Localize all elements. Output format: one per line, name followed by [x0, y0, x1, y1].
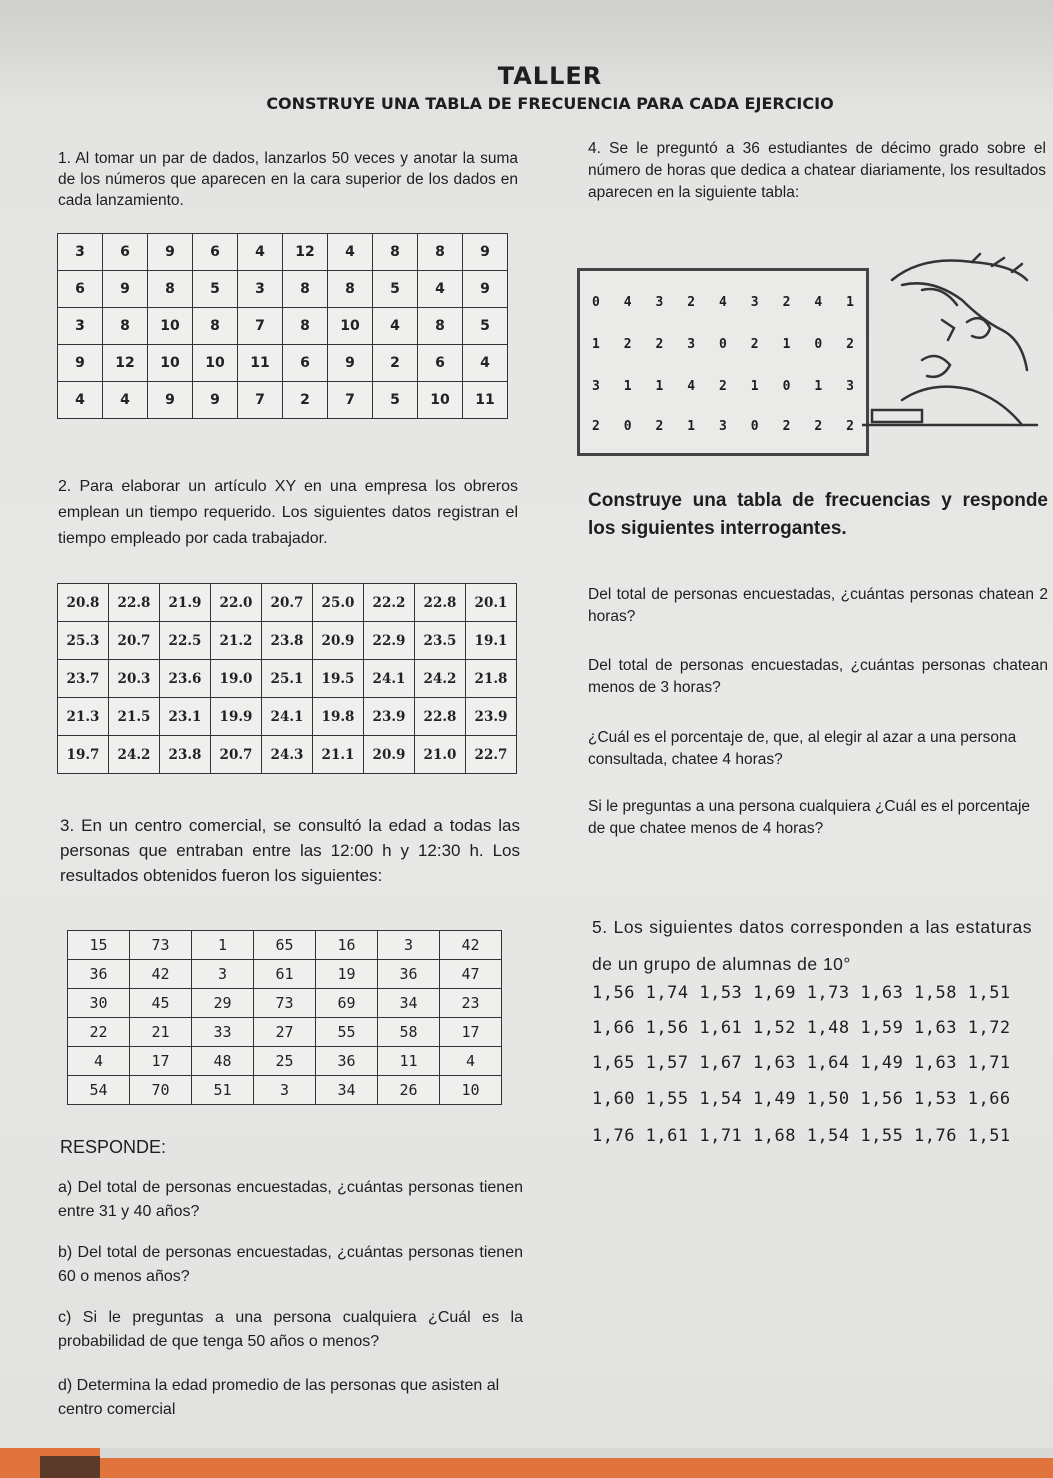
table-cell: 8: [103, 308, 148, 345]
board-value: 2: [687, 295, 696, 310]
table-cell: 8: [418, 308, 463, 345]
table-cell: 8: [373, 234, 418, 271]
table-cell: 5: [463, 308, 508, 345]
table-cell: 23.7: [58, 660, 109, 698]
table-cell: 4: [238, 234, 283, 271]
exercise-3-table: [67, 930, 502, 1105]
table-cell: 65: [254, 931, 316, 960]
exercise-5-text: 5. Los siguientes datos corresponden a las estaturas de un grupo de alumnas de 10°: [592, 917, 1032, 974]
table-cell: 8: [148, 271, 193, 308]
table-cell: 20.8: [58, 584, 109, 622]
board-value: 2: [623, 337, 632, 352]
table-cell: 1: [192, 931, 254, 960]
exercise-3-text: 3. En un centro comercial, se consultó la edad a todas las personas que entraban entre las 12:00 h y 12:30 h. Los resultados obtenidos fueron los siguientes:: [60, 816, 520, 885]
table-row: [58, 660, 517, 698]
table-cell: 8: [283, 271, 328, 308]
table-cell: 54: [68, 1076, 130, 1105]
table-cell: 6: [58, 271, 103, 308]
table-row: [58, 234, 508, 271]
table-cell: 4: [68, 1047, 130, 1076]
table-cell: 19.0: [211, 660, 262, 698]
table-cell: 19.8: [313, 698, 364, 736]
board-value: 3: [719, 419, 727, 434]
table-cell: 15: [68, 931, 130, 960]
table-cell: 21: [130, 1018, 192, 1047]
board-value: 2: [719, 379, 727, 394]
table-cell: 12: [103, 345, 148, 382]
table-row: [68, 989, 502, 1018]
board-value: 1: [750, 379, 759, 394]
table-cell: 6: [418, 345, 463, 382]
table-cell: 8: [418, 234, 463, 271]
table-cell: 5: [373, 271, 418, 308]
table-cell: 7: [238, 308, 283, 345]
table-cell: 11: [463, 382, 508, 419]
table-cell: 34: [316, 1076, 378, 1105]
exercise-2-table: [57, 583, 517, 774]
board-value: 1: [655, 379, 664, 394]
board-value: 2: [655, 419, 664, 434]
table-cell: 21.3: [58, 698, 109, 736]
table-cell: 23.9: [466, 698, 517, 736]
table-cell: 7: [328, 382, 373, 419]
board-row: [580, 419, 866, 434]
board-value: 0: [782, 379, 791, 394]
table-cell: 5: [193, 271, 238, 308]
exercise-4-question-4: Si le preguntas a una persona cualquiera ¿Cuál es el porcentaje de que chatee menos de 4 horas?: [588, 798, 1031, 837]
board-value: 1: [846, 295, 854, 310]
table-cell: 21.8: [466, 660, 517, 698]
table-cell: 22.9: [364, 622, 415, 660]
heights-row: 1,60 1,55 1,54 1,49 1,50 1,56 1,53 1,66: [592, 1089, 1011, 1109]
table-cell: 25.3: [58, 622, 109, 660]
board-value: 3: [750, 295, 759, 310]
floor-shadow: [100, 1448, 1053, 1458]
question-d: d) Determina la edad promedio de las personas que asisten al centro comercial: [58, 1377, 500, 1418]
table-cell: 22: [68, 1018, 130, 1047]
table-cell: 20.7: [262, 584, 313, 622]
table-cell: 4: [58, 382, 103, 419]
table-cell: 23.1: [160, 698, 211, 736]
table-cell: 3: [58, 308, 103, 345]
table-cell: 4: [440, 1047, 502, 1076]
table-cell: 8: [193, 308, 238, 345]
table-cell: 27: [254, 1018, 316, 1047]
board-value: 2: [591, 419, 600, 434]
board-row: [580, 295, 866, 310]
board-value: 2: [814, 419, 823, 434]
table-cell: 29: [192, 989, 254, 1018]
table-cell: 24.2: [415, 660, 466, 698]
responde-heading: RESPONDE:: [60, 1137, 167, 1157]
table-cell: 22.8: [109, 584, 160, 622]
board-value: 4: [687, 379, 696, 394]
table-cell: 3: [192, 960, 254, 989]
board-value: 0: [750, 419, 759, 434]
table-cell: 23.6: [160, 660, 211, 698]
table-cell: 19.1: [466, 622, 517, 660]
table-row: [58, 382, 508, 419]
board-value: 3: [687, 337, 696, 352]
table-cell: 10: [148, 345, 193, 382]
question-a: a) Del total de personas encuestadas, ¿cuántas personas tienen entre 31 y 40 años?: [58, 1179, 523, 1220]
bottom-edge: [0, 1448, 1053, 1478]
table-cell: 20.7: [109, 622, 160, 660]
table-cell: 26: [378, 1076, 440, 1105]
table-cell: 3: [254, 1076, 316, 1105]
exercise-4-question-2: Del total de personas encuestadas, ¿cuántas personas chatean menos de 3 horas?: [588, 657, 1048, 696]
board-value: 2: [782, 419, 791, 434]
table-cell: 4: [103, 382, 148, 419]
table-cell: 22.2: [364, 584, 415, 622]
table-cell: 21.1: [313, 736, 364, 774]
table-row: [68, 1018, 502, 1047]
board-value: 1: [687, 419, 696, 434]
board-value: 4: [719, 295, 727, 310]
question-b: b) Del total de personas encuestadas, ¿cuántas personas tienen 60 o menos años?: [58, 1244, 523, 1285]
table-cell: 4: [463, 345, 508, 382]
board-value: 1: [623, 379, 632, 394]
table-cell: 36: [68, 960, 130, 989]
table-row: [58, 308, 508, 345]
table-cell: 9: [463, 234, 508, 271]
heights-row: 1,65 1,57 1,67 1,63 1,64 1,49 1,63 1,71: [592, 1053, 1011, 1073]
chat-hours-board: [577, 268, 869, 456]
board-value: 1: [814, 379, 823, 394]
table-cell: 22.5: [160, 622, 211, 660]
table-cell: 70: [130, 1076, 192, 1105]
board-value: 0: [623, 419, 632, 434]
table-cell: 48: [192, 1047, 254, 1076]
board-row: [580, 337, 866, 352]
board-value: 0: [719, 337, 727, 352]
table-cell: 9: [463, 271, 508, 308]
question-c: c) Si le preguntas a una persona cualquiera ¿Cuál es la probabilidad de que tenga 50 años o menos?: [58, 1309, 523, 1350]
table-cell: 9: [148, 234, 193, 271]
table-cell: 22.8: [415, 584, 466, 622]
board-value: 2: [846, 419, 854, 434]
table-cell: 21.2: [211, 622, 262, 660]
exercise-4-instruction: Construye una tabla de frecuencias y responde los siguientes interrogantes.: [588, 490, 1048, 539]
page-subtitle: CONSTRUYE UNA TABLA DE FRECUENCIA PARA CADA EJERCICIO: [266, 94, 834, 113]
table-cell: 9: [58, 345, 103, 382]
table-cell: 33: [192, 1018, 254, 1047]
table-cell: 10: [328, 308, 373, 345]
dark-object: [40, 1456, 100, 1478]
table-cell: 25.1: [262, 660, 313, 698]
table-cell: 30: [68, 989, 130, 1018]
table-cell: 4: [328, 234, 373, 271]
board-value: 2: [846, 337, 854, 352]
table-cell: 4: [418, 271, 463, 308]
table-cell: 36: [316, 1047, 378, 1076]
table-cell: 20.7: [211, 736, 262, 774]
table-cell: 6: [103, 234, 148, 271]
board-value: 1: [782, 337, 791, 352]
table-cell: 19.5: [313, 660, 364, 698]
board-value: 3: [846, 379, 854, 394]
table-row: [58, 345, 508, 382]
table-cell: 2: [283, 382, 328, 419]
table-cell: 7: [238, 382, 283, 419]
board-value: 1: [591, 337, 600, 352]
board-value: 3: [591, 379, 600, 394]
table-cell: 11: [378, 1047, 440, 1076]
exercise-2-text: 2. Para elaborar un artículo XY en una empresa los obreros emplean un tiempo requerido. Los siguientes datos registran el tiempo empleado por cada trabajador.: [58, 478, 518, 547]
table-cell: 9: [103, 271, 148, 308]
table-row: [58, 736, 517, 774]
heights-row: 1,66 1,56 1,61 1,52 1,48 1,59 1,63 1,72: [592, 1018, 1011, 1038]
table-cell: 24.2: [109, 736, 160, 774]
table-cell: 12: [283, 234, 328, 271]
exercise-4-text: 4. Se le preguntó a 36 estudiantes de décimo grado sobre el número de horas que dedica a chatear diariamente, los resultados aparecen en la siguiente tabla:: [588, 140, 1046, 201]
table-cell: 21.9: [160, 584, 211, 622]
table-cell: 22.7: [466, 736, 517, 774]
exercise-4-question-3: ¿Cuál es el porcentaje de, que, al elegir al azar a una persona consultada, chatee 4 horas?: [588, 729, 1017, 768]
heights-row: 1,56 1,74 1,53 1,69 1,73 1,63 1,58 1,51: [592, 983, 1011, 1003]
table-cell: 19: [316, 960, 378, 989]
table-cell: 45: [130, 989, 192, 1018]
table-row: [68, 960, 502, 989]
table-cell: 73: [254, 989, 316, 1018]
table-cell: 24.3: [262, 736, 313, 774]
table-cell: 8: [283, 308, 328, 345]
table-cell: 23.5: [415, 622, 466, 660]
exercise-1-table: [57, 233, 508, 419]
table-cell: 10: [148, 308, 193, 345]
table-cell: 24.1: [364, 660, 415, 698]
table-row: [68, 1047, 502, 1076]
table-cell: 69: [316, 989, 378, 1018]
table-cell: 25: [254, 1047, 316, 1076]
table-cell: 23.8: [160, 736, 211, 774]
table-cell: 24.1: [262, 698, 313, 736]
exercise-1-text: 1. Al tomar un par de dados, lanzarlos 50 veces y anotar la suma de los números que aparecen en la cara superior de los dados en cada lanzamiento.: [58, 150, 518, 209]
board-value: 0: [814, 337, 823, 352]
table-cell: 20.9: [313, 622, 364, 660]
table-cell: 22.8: [415, 698, 466, 736]
table-cell: 10: [193, 345, 238, 382]
table-cell: 6: [193, 234, 238, 271]
board-value: 2: [655, 337, 664, 352]
exercise-4-question-1: Del total de personas encuestadas, ¿cuántas personas chatean 2 horas?: [588, 586, 1048, 625]
table-cell: 9: [148, 382, 193, 419]
table-cell: 3: [238, 271, 283, 308]
table-cell: 17: [130, 1047, 192, 1076]
table-cell: 9: [193, 382, 238, 419]
heights-row: 1,76 1,61 1,71 1,68 1,54 1,55 1,76 1,51: [592, 1126, 1011, 1146]
table-cell: 23.8: [262, 622, 313, 660]
table-cell: 73: [130, 931, 192, 960]
table-cell: 17: [440, 1018, 502, 1047]
table-cell: 20.1: [466, 584, 517, 622]
table-cell: 36: [378, 960, 440, 989]
board-value: 2: [750, 337, 759, 352]
table-row: [68, 1076, 502, 1105]
table-cell: 47: [440, 960, 502, 989]
table-cell: 6: [283, 345, 328, 382]
table-cell: 23.9: [364, 698, 415, 736]
table-row: [58, 698, 517, 736]
table-cell: 34: [378, 989, 440, 1018]
table-cell: 25.0: [313, 584, 364, 622]
table-cell: 10: [440, 1076, 502, 1105]
page-title: TALLER: [497, 62, 603, 90]
table-cell: 2: [373, 345, 418, 382]
table-cell: 3: [378, 931, 440, 960]
table-cell: 58: [378, 1018, 440, 1047]
board-value: 0: [591, 295, 600, 310]
board-row: [580, 379, 866, 394]
board-value: 2: [782, 295, 791, 310]
table-cell: 19.9: [211, 698, 262, 736]
table-cell: 11: [238, 345, 283, 382]
table-cell: 5: [373, 382, 418, 419]
table-cell: 21.5: [109, 698, 160, 736]
student-illustration: [862, 250, 1042, 455]
table-row: [58, 584, 517, 622]
table-cell: 16: [316, 931, 378, 960]
board-value: 4: [814, 295, 823, 310]
table-cell: 10: [418, 382, 463, 419]
table-cell: 20.9: [364, 736, 415, 774]
table-cell: 42: [130, 960, 192, 989]
table-cell: 8: [328, 271, 373, 308]
table-row: [58, 622, 517, 660]
table-cell: 19.7: [58, 736, 109, 774]
table-cell: 42: [440, 931, 502, 960]
table-cell: 4: [373, 308, 418, 345]
table-cell: 61: [254, 960, 316, 989]
table-cell: 9: [328, 345, 373, 382]
table-cell: 55: [316, 1018, 378, 1047]
table-cell: 22.0: [211, 584, 262, 622]
table-cell: 20.3: [109, 660, 160, 698]
table-cell: 51: [192, 1076, 254, 1105]
table-cell: 23: [440, 989, 502, 1018]
table-row: [68, 931, 502, 960]
board-value: 4: [623, 295, 632, 310]
table-row: [58, 271, 508, 308]
table-cell: 3: [58, 234, 103, 271]
board-value: 3: [655, 295, 664, 310]
table-cell: 21.0: [415, 736, 466, 774]
